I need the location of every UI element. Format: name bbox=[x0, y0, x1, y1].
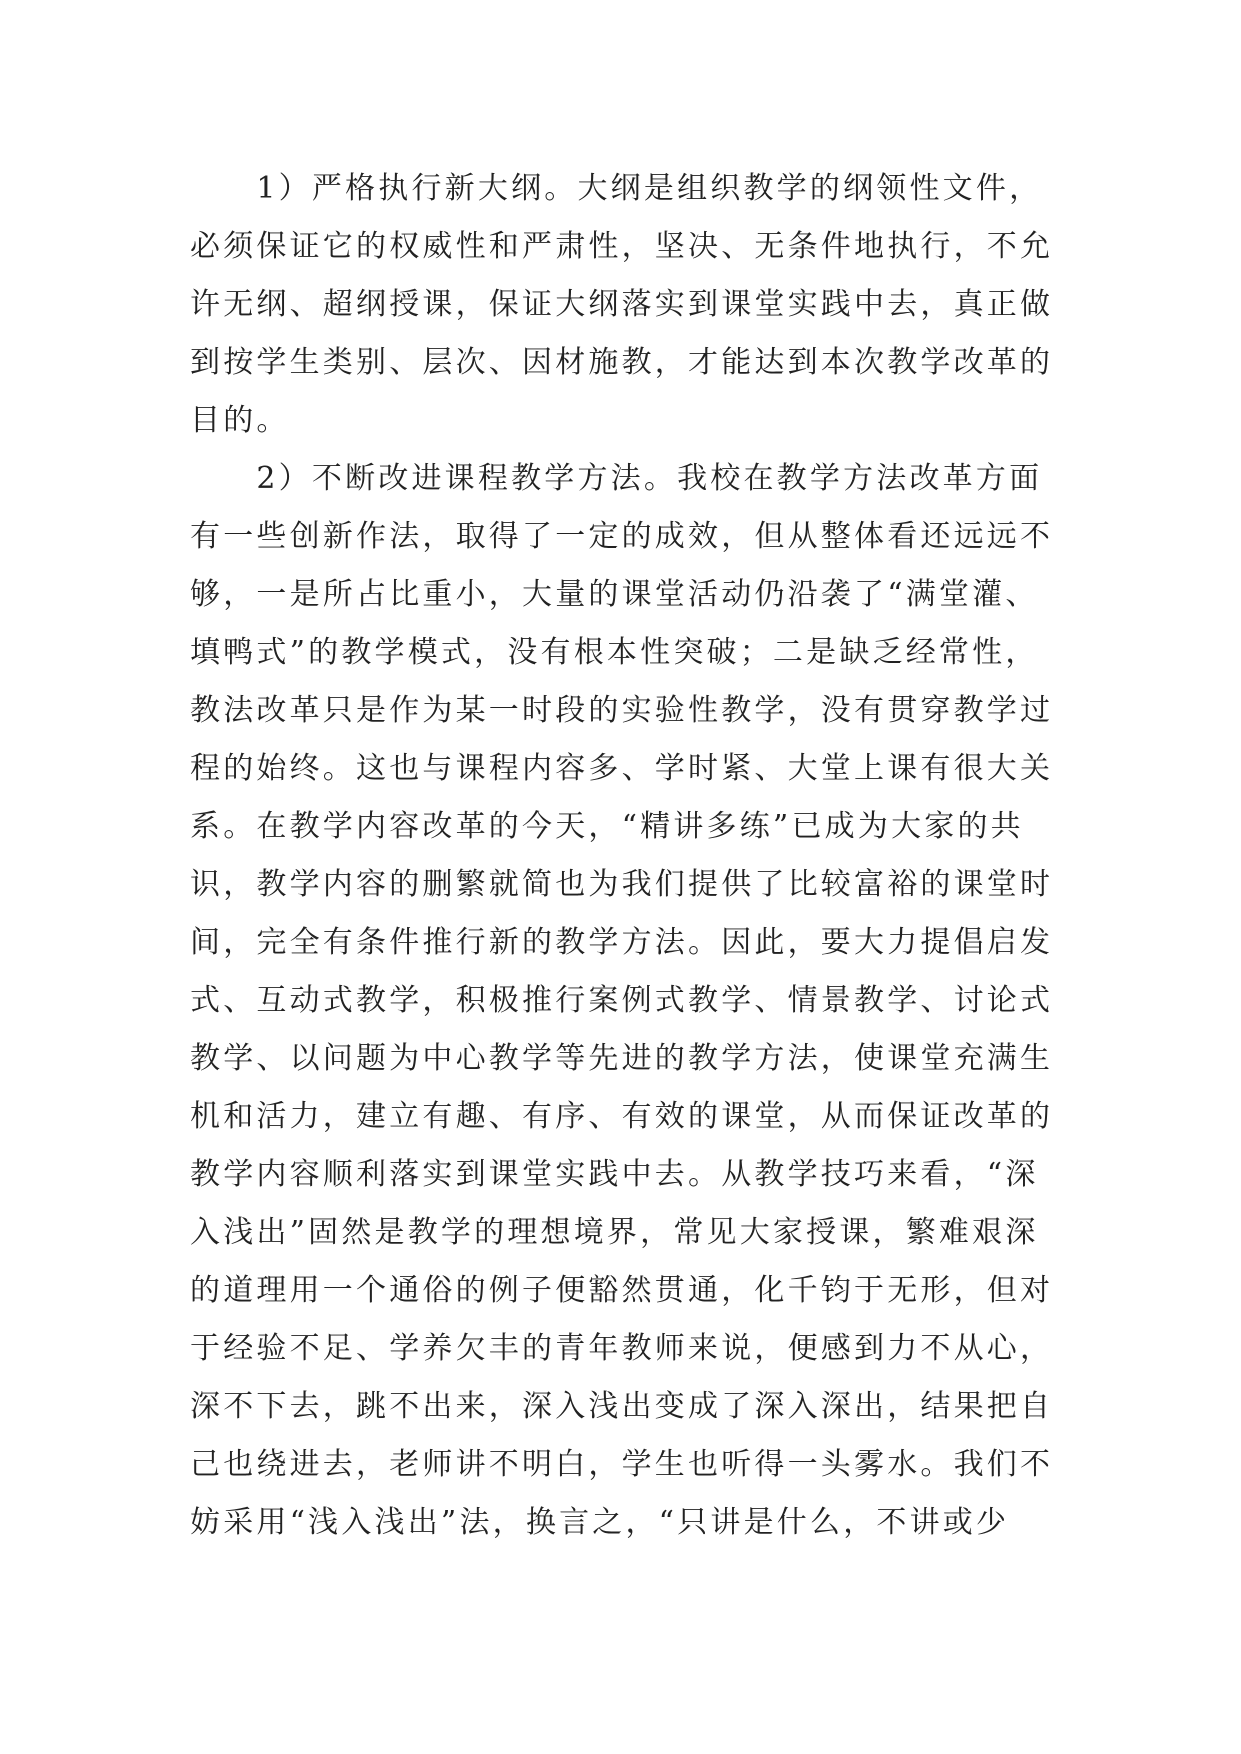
text-line: 到按学生类别、层次、因材施教，才能达到本次教学改革的 bbox=[190, 345, 1054, 380]
text-line: 必须保证它的权威性和严肃性，坚决、无条件地执行，不允 bbox=[190, 229, 1054, 264]
text-line: 的道理用一个通俗的例子便豁然贯通，化千钧于无形，但对 bbox=[190, 1273, 1054, 1308]
text-line: 间，完全有条件推行新的教学方法。因此，要大力提倡启发 bbox=[190, 925, 1054, 960]
text-line: 够，一是所占比重小，大量的课堂活动仍沿袭了“满堂灌、 bbox=[190, 577, 1039, 612]
text-line: 己也绕进去，老师讲不明白，学生也听得一头雾水。我们不 bbox=[190, 1447, 1054, 1482]
text-line: 2）不断改进课程教学方法。我校在教学方法改革方面 bbox=[190, 461, 1043, 496]
text-line: 目的。 bbox=[190, 403, 290, 438]
text-line: 于经验不足、学养欠丰的青年教师来说，便感到力不从心， bbox=[190, 1331, 1054, 1366]
text-line: 教学内容顺利落实到课堂实践中去。从教学技巧来看，“深 bbox=[190, 1157, 1039, 1192]
body-text bbox=[190, 160, 1054, 1552]
text-line: 许无纲、超纲授课，保证大纲落实到课堂实践中去，真正做 bbox=[190, 287, 1054, 322]
text-line: 1）严格执行新大纲。大纲是组织教学的纲领性文件， bbox=[190, 171, 1043, 206]
text-line: 教法改革只是作为某一时段的实验性教学，没有贯穿教学过 bbox=[190, 693, 1054, 728]
text-line: 入浅出”固然是教学的理想境界，常见大家授课，繁难艰深 bbox=[190, 1215, 1039, 1250]
text-line: 系。在教学内容改革的今天，“精讲多练”已成为大家的共 bbox=[190, 809, 1024, 844]
text-line: 深不下去，跳不出来，深入浅出变成了深入深出，结果把自 bbox=[190, 1389, 1054, 1424]
text-line: 有一些创新作法，取得了一定的成效，但从整体看还远远不 bbox=[190, 519, 1054, 554]
text-line: 式、互动式教学，积极推行案例式教学、情景教学、讨论式 bbox=[190, 983, 1054, 1018]
text-line: 机和活力，建立有趣、有序、有效的课堂，从而保证改革的 bbox=[190, 1099, 1054, 1134]
text-line: 教学、以问题为中心教学等先进的教学方法，使课堂充满生 bbox=[190, 1041, 1054, 1076]
text-line: 程的始终。这也与课程内容多、学时紧、大堂上课有很大关 bbox=[190, 751, 1054, 786]
text-line: 识，教学内容的删繁就简也为我们提供了比较富裕的课堂时 bbox=[190, 867, 1054, 902]
text-line: 妨采用“浅入浅出”法，换言之，“只讲是什么，不讲或少 bbox=[190, 1505, 1010, 1540]
text-line: 填鸭式”的教学模式，没有根本性突破；二是缺乏经常性， bbox=[190, 635, 1039, 670]
